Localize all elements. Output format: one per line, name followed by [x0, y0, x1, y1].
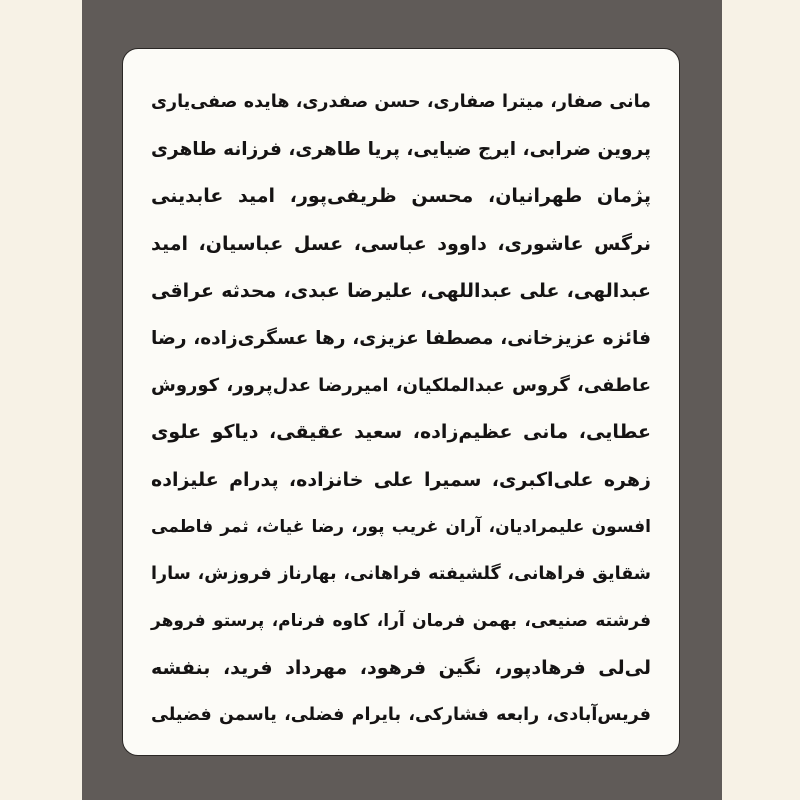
text-line-10: افسون علیمرادیان، آران غریب پور، رضا غیاث، ثمر فاطمی [151, 516, 651, 537]
text-line-1: مانی صفار، میترا صفاری، حسن صفدری، هایده صفی‌یاری [151, 92, 651, 112]
text-line-14: فریس‌آبادی، رابعه فشارکی، بایرام فضلی، یاسمن فضیلی [151, 705, 651, 726]
text-line-9: زهره علی‌اکبری، سمیرا علی خانزاده، پدرام علیزاده [151, 468, 651, 491]
names-card [122, 48, 680, 756]
text-line-13: لی‌لی فرهادپور، نگین فرهود، مهرداد فرید، بنفشه [151, 657, 651, 680]
text-line-5: عبدالهی، علی عبداللهی، علیرضا عبدی، محدثه عراقی [151, 279, 651, 302]
text-line-2: پروین ضرابی، ایرج ضیایی، پریا طاهری، فرزانه طاهری [151, 139, 651, 161]
text-line-6: فائزه عزیزخانی، مصطفا عزیزی، رها عسگری‌زاده، رضا [151, 327, 651, 349]
text-line-12: فرشته صنیعی، بهمن فرمان آرا، کاوه فرنام، پرستو فروهر [151, 611, 651, 632]
text-line-7: عاطفی، گروس عبدالملکیان، امیررضا عدل‌پرور، کوروش [151, 375, 651, 397]
text-line-3: پژمان طهرانیان، محسن ظریفی‌پور، امید عابدینی [151, 185, 651, 208]
text-line-4: نرگس عاشوری، داوود عباسی، عسل عباسیان، امید [151, 232, 651, 255]
text-line-11: شقایق فراهانی، گلشیفته فراهانی، بهارناز فروزش، سارا [151, 563, 651, 584]
names-text [151, 79, 651, 740]
text-line-8: عطایی، مانی عظیم‌زاده، سعید عقیقی، دیاکو علوی [151, 421, 651, 444]
